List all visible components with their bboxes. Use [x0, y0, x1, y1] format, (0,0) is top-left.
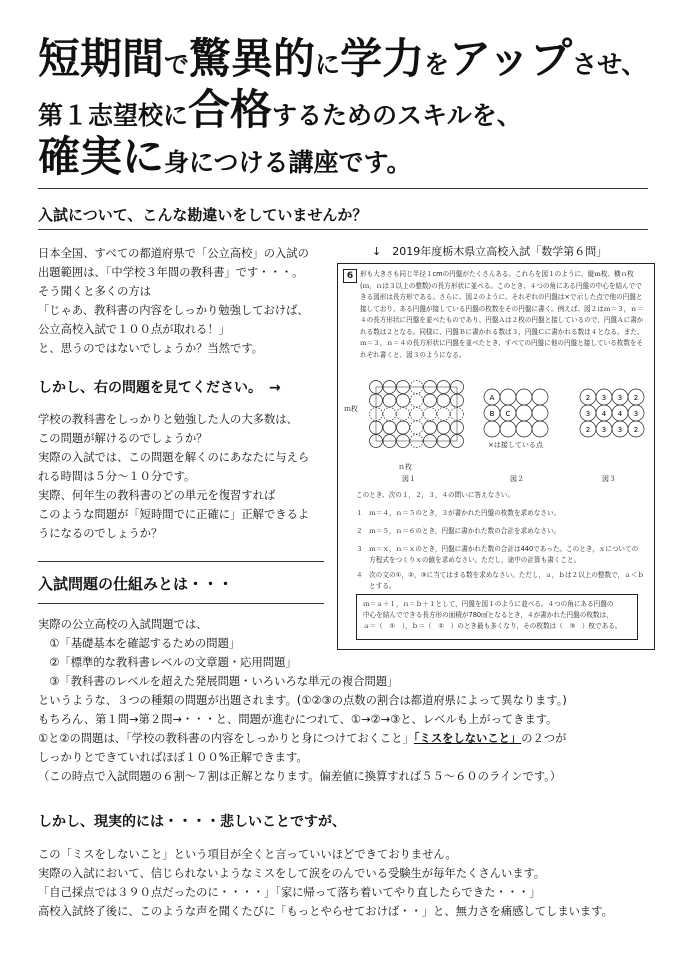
text-line: 実際の公立高校の入試問題では、	[38, 618, 208, 631]
headline-line1-segment-7: させ、	[572, 50, 647, 79]
text-line: ②「標準的な教科書レベルの文章題・応用問題」	[38, 656, 297, 669]
fig3-value: 2	[585, 426, 591, 434]
text-line: この「ミスをしないこと」という項目が全くと言っていいほどできておりません。	[38, 848, 457, 861]
text-line: 実際の入試において、信じられないようなミスをして涙をのんでいる受験生が毎年たくさんいます。	[38, 867, 546, 880]
fig1-disk	[424, 421, 437, 434]
fig2-letter-c: C	[505, 410, 511, 418]
text-line: 公立高校入試で１００点が取れる！」	[38, 323, 231, 336]
text-line: と、思うのではないでしょうか？当然です。	[38, 342, 264, 355]
text-line: この問題が解けるのでしょうか？	[38, 432, 208, 445]
fig2-disk	[516, 405, 532, 421]
text-line: 日本全国、すべての都道府県で「公立高校」の入試の	[38, 247, 309, 260]
section2-line-7-pre: ①と②の問題は、「学校の教科書の内容をしっかりと身につけておくこと」	[38, 732, 414, 745]
problem-q1: １ ｍ＝４，ｎ＝５のとき，３が書かれた円盤の枚数を求めなさい。	[356, 509, 561, 517]
section2-paragraph	[38, 615, 567, 729]
text-line: 実際、何年生の教科書のどの単元を復習すれば	[38, 489, 276, 502]
problem-box	[337, 263, 655, 650]
fig1-disk	[397, 394, 410, 407]
fig1-disk	[383, 394, 396, 407]
figure-1	[370, 381, 464, 448]
fig2-disk	[532, 389, 548, 405]
text-line: ①「基礎基本を確認するための問題」	[38, 637, 241, 650]
section1-paragraph-2	[38, 410, 309, 543]
figure-2-note: ×は接している点	[488, 441, 543, 449]
divider-top	[38, 188, 648, 189]
divider-section2-bottom	[38, 603, 324, 604]
section2-heading: 入試問題の仕組みとは・・・	[38, 575, 234, 593]
section1-emphasis: しかし、右の問題を見てください。 →	[38, 380, 281, 396]
headline-line1-segment-3: に	[315, 50, 341, 79]
headline-line2-segment-1: 合格	[188, 85, 273, 134]
text-line: もちろん、第１問→第２問→・・・と、問題が進むにつれて、①→②→③と、レベルも上がってきます。	[38, 713, 558, 726]
fig3-value: 4	[617, 410, 623, 418]
text-line: れる時間は５分～１０分です。	[38, 470, 196, 483]
fig1-disk	[437, 408, 450, 421]
fig3-value: 3	[617, 394, 623, 402]
text-line: 「自己採点では３９０点だったのに・・・・」「家に帰って落ち着いてやり直したらできた・・・」	[38, 886, 541, 899]
fig1-disk	[424, 408, 437, 421]
fig2-disk	[516, 389, 532, 405]
headline-line-1	[38, 34, 647, 83]
problem-q4: ４ 次の文の①，②，③に当てはまる数を求めなさい。ただし，ａ，ｂは２以上の整数で，ａ＜ｂ とする。	[356, 571, 644, 590]
problem-q2: ２ ｍ＝５，ｎ＝６のとき，円盤に書かれた数の合計を求めなさい。	[356, 527, 561, 535]
problem-lead: このとき、次の１，２，３，４の問いに答えなさい。	[356, 491, 514, 499]
text-line: 実際の入試では、この問題を解くのにあなたに与えら	[38, 451, 310, 464]
divider-section2-top	[38, 561, 324, 562]
text-line: 「じゃあ、教科書の内容をしっかり勉強しておけば、	[38, 304, 309, 317]
headline-line1-segment-1: で	[164, 50, 190, 79]
fig1-disk	[383, 421, 396, 434]
fig2-disk	[500, 421, 516, 437]
section2-line-7-emphasis: 「ミスをしないこと」	[413, 732, 522, 745]
fig1-disk	[397, 408, 410, 421]
headline-line2-segment-2: するためのスキルを、	[272, 101, 522, 130]
fig1-disk	[397, 421, 410, 434]
fig3-value: 2	[633, 394, 639, 402]
fig2-disk	[500, 389, 516, 405]
problem-caption: ↓ 2019年度栃木県立高校入試「数学第６問」	[372, 245, 608, 258]
problem-q3: ３ ｍ＝ｘ，ｎ＝ｘのとき，円盤に書かれた数の合計は440であった。このとき，ｘについての 方程式をつくりｘの値を求めなさい。ただし，途中の計算も書くこと。	[356, 545, 639, 564]
fig2-disk	[532, 421, 548, 437]
text-line: このような問題が「短時間でに正確に」正解できるよ	[38, 508, 310, 521]
headline-line1-segment-0: 短期間	[38, 34, 165, 83]
section1-heading: 入試について、こんな勘違いをしていませんか？	[38, 206, 368, 224]
figure-2-label: 図２	[510, 475, 524, 483]
section2-line-7	[38, 729, 566, 748]
fig1-disk	[410, 421, 423, 434]
fig3-value: 3	[633, 410, 639, 418]
fig2-disk	[484, 421, 500, 437]
text-line: というような、３つの種類の問題が出題されます。(①②③の点数の割合は都道府県によって異なります。)	[38, 694, 567, 707]
fig2-disk	[516, 421, 532, 437]
text-line: 学校の教科書をしっかりと勉強した人の大多数は、	[38, 413, 298, 426]
headline-line3-segment-1: 身につける講座です。	[164, 148, 412, 177]
fig3-value: 3	[601, 394, 607, 402]
fig1-disk	[383, 408, 396, 421]
text-line: そう聞くと多くの方は	[38, 285, 151, 298]
text-line: ③「教科書のレベルを超えた発展問題・いろいろな単元の複合問題」	[38, 675, 399, 688]
fig3-value: 3	[617, 426, 623, 434]
fig3-value: 2	[633, 426, 639, 434]
headline-line1-segment-2: 驚異的	[189, 34, 316, 83]
fig2-letter-a: A	[489, 394, 495, 402]
headline-line-2	[38, 85, 522, 134]
text-line: 出題範囲は、「中学校３年間の教科書」です・・・。	[38, 266, 304, 279]
fig1-disk	[410, 394, 423, 407]
fig1-disk	[424, 394, 437, 407]
problem-intro: 形も大きさも同じ半径１cmの円盤がたくさんある。これらを図１のように、縦ｍ枚、横ｎ枚(ｍ，ｎは３以上の整数)の長方形状に並べる。このとき、４つの角にある円盤の中心を結んでできる図形は長方形である。さらに、図２のように、それぞれの円盤は×で示した点で他の円盤と接しており、ある円盤が接している円盤の枚数をその円盤に書く。例えば、図２はｍ＝３，ｎ＝４の長方形状に円盤を並べたものであり、円盤Ａは２枚の円盤と接しているので、円盤Ａに書かれる数は２となる。同様に、円盤Ｂに書かれる数は３，円盤Ｃに書かれる数は４となる。また、ｍ＝３，ｎ＝４の長方形状に円盤を並べたとき、すべての円盤に他の円盤と接している枚数をそれぞれ書くと、図３のようになる。	[360, 270, 644, 359]
fig1-disk	[437, 394, 450, 407]
fig3-value: 2	[585, 394, 591, 402]
fig1-disk	[437, 421, 450, 434]
fig3-value: 4	[601, 410, 607, 418]
headline-line1-segment-4: 学力	[340, 34, 425, 83]
figure-2	[484, 389, 548, 437]
headline-line1-segment-5: を	[424, 50, 450, 79]
section1-paragraph-1	[38, 244, 309, 358]
problem-number: 6	[343, 269, 357, 283]
problem-figures	[338, 377, 654, 477]
figure-3-label: 図３	[602, 475, 616, 483]
fig1-disk	[410, 408, 423, 421]
headline-line2-segment-0: 第１志望校に	[38, 101, 189, 130]
divider-section1	[38, 229, 648, 230]
text-line: 高校入試終了後に、このような声を聞くたびに「もっとやらせておけば・・」と、無力さを痛感してしまいます。	[38, 905, 613, 918]
fig3-value: 3	[601, 426, 607, 434]
problem-answer-box: ｍ＝ａ＋１，ｎ＝ｂ＋１として，円盤を図１のように並べる。４つの角にある円盤の 中心を結んでできる長方形の面積が780㎠となるとき，４が書かれた円盤の枚数は， ａ＝（ ① ），ｂ＝（ ② ）のとき最も多くなり，その枚数は（ ③ ）枚である。	[356, 594, 638, 640]
text-line: うになるのでしょうか？	[38, 527, 163, 540]
headline-line1-segment-6: アップ	[449, 34, 573, 83]
section2-line-7-post: の２つが	[521, 732, 567, 745]
section2-line-8: しっかりとできていればほぼ１００%正解できます。	[38, 751, 308, 764]
section2-line-9: （この時点で入試問題の６割～７割は正解となります。偏差値に換算すれば５５～６０のラインです。）	[38, 770, 562, 783]
headline-line3-segment-0: 確実に	[38, 132, 165, 181]
section3-paragraph	[38, 845, 613, 921]
fig2-letter-b: B	[489, 410, 495, 418]
figure-1-side-label: ｍ枚	[344, 405, 358, 413]
figure-3	[580, 389, 644, 437]
figure-1-bottom-label: ｎ枚	[398, 463, 412, 471]
figure-1-label: 図１	[402, 475, 416, 483]
fig3-value: 3	[585, 410, 591, 418]
headline-line-3	[38, 132, 412, 181]
fig2-disk	[532, 405, 548, 421]
section3-heading: しかし、現実的には・・・・悲しいことですが、	[38, 814, 346, 830]
fig1-rectangle	[376, 387, 457, 441]
